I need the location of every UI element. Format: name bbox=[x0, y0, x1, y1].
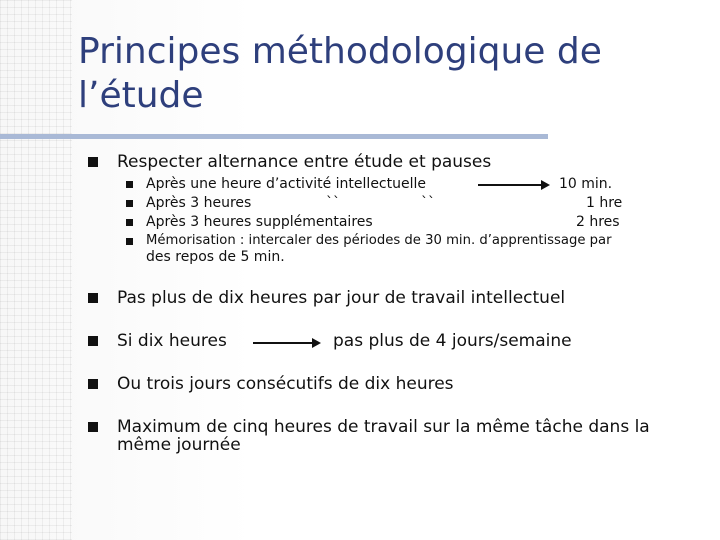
sub-item-1-value: 10 min. bbox=[559, 176, 613, 192]
bullet-2-text: Si dix heures bbox=[117, 331, 227, 351]
bullet-square-icon bbox=[88, 293, 98, 303]
bullet-square-icon bbox=[88, 157, 98, 167]
bullet-4-text: Maximum de cinq heures de travail sur la même tâche dans la bbox=[117, 417, 650, 437]
sub-bullet-square-icon bbox=[126, 238, 133, 245]
bullet-1-text: Pas plus de dix heures par jour de travail intellectuel bbox=[117, 288, 566, 308]
arrow-right-icon bbox=[253, 337, 321, 349]
sub-item-2-ditto-2: `` bbox=[421, 195, 435, 211]
sub-item-2-value: 1 hre bbox=[586, 195, 623, 211]
sub-item-1-text: Après une heure d’activité intellectuelle bbox=[146, 176, 426, 192]
slide-title bbox=[78, 30, 698, 118]
bullet-square-icon bbox=[88, 336, 98, 346]
bullet-square-icon bbox=[88, 422, 98, 432]
background-grid bbox=[0, 0, 72, 540]
sub-bullet-square-icon bbox=[126, 181, 133, 188]
sub-item-3-value: 2 hres bbox=[576, 214, 620, 230]
main-bullet-text: Respecter alternance entre étude et pauses bbox=[117, 152, 492, 172]
sub-item-2-text: Après 3 heures bbox=[146, 195, 252, 211]
sub-bullet-square-icon bbox=[126, 219, 133, 226]
bullet-square-icon bbox=[88, 379, 98, 389]
title-line-2: l’étude bbox=[78, 75, 204, 116]
sub-bullet-square-icon bbox=[126, 200, 133, 207]
bullet-2-text-after: pas plus de 4 jours/semaine bbox=[333, 331, 572, 351]
sub-item-4-text: Mémorisation : intercaler des périodes de 30 min. d’apprentissage par bbox=[146, 233, 612, 248]
sub-item-2-ditto-1: `` bbox=[326, 195, 340, 211]
sub-item-3-text: Après 3 heures supplémentaires bbox=[146, 214, 373, 230]
bullet-3-text: Ou trois jours consécutifs de dix heures bbox=[117, 374, 454, 394]
title-line-1: Principes méthodologique de bbox=[78, 31, 602, 72]
arrow-right-icon bbox=[478, 179, 550, 191]
bullet-4-text-line2: même journée bbox=[117, 435, 241, 455]
title-underline bbox=[0, 134, 548, 139]
sub-item-4-text-line2: des repos de 5 min. bbox=[146, 249, 285, 265]
